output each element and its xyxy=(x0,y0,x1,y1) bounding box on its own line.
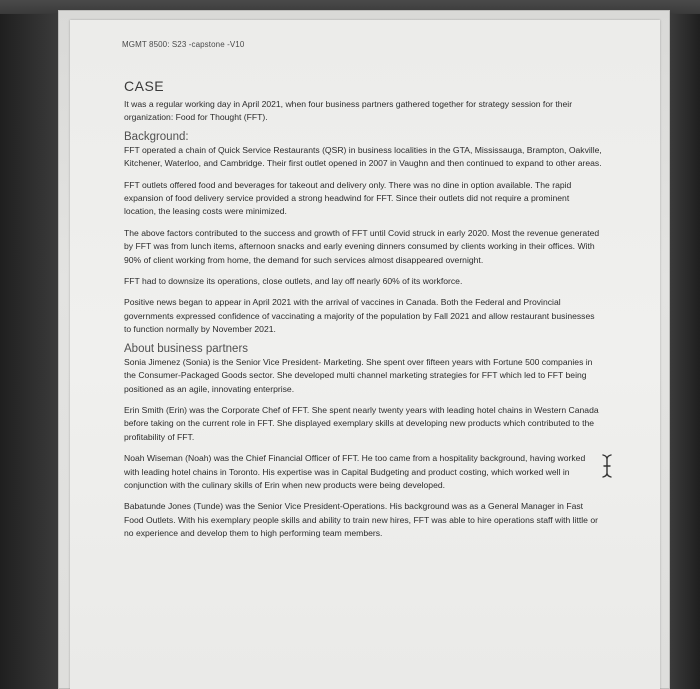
background-paragraph-2: FFT outlets offered food and beverages for takeout and delivery only. There was no dine in option available. The rapid expansion of food delivery service provided a strong headwind for FFT. Since their outlets did not require a prominent location, the leasing costs were minimized. xyxy=(124,179,572,217)
background-heading: Background: xyxy=(124,130,189,143)
background-paragraph-5: Positive news began to appear in April 2021 with the arrival of vaccines in Canada. Both the Federal and Provincial governments expressed confidence of vaccinating a majority of the population by Fall 2021 and allow restaurant businesses to function normally by November 2021. xyxy=(124,297,595,335)
partner-paragraph-sonia: Sonia Jimenez (Sonia) is the Senior Vice President- Marketing. She spent over fifteen years with Fortune 500 companies in the Consumer-Packaged Goods sector. She developed multi channel marketing strategies for FFT which led to FFT being positioned as an agile, innovating enterprise. xyxy=(124,356,593,394)
text-cursor-icon xyxy=(600,453,614,479)
partner-paragraph-noah: Noah Wiseman (Noah) was the Chief Financial Officer of FFT. He too came from a hospitality background, having worked with leading hotel chains in Toronto. His expertise was in Capital Budgeting and product costing, which worked well in conjunction with the culinary skills of Erin when new products were being developed. xyxy=(124,453,586,490)
document-body xyxy=(124,78,602,549)
right-shadow xyxy=(670,14,700,689)
intro-paragraph: It was a regular working day in April 2021, when four business partners gathered together for strategy session for their organization: Food for Thought (FFT). xyxy=(124,99,573,123)
left-shadow xyxy=(0,14,58,689)
background-paragraph-3: The above factors contributed to the success and growth of FFT until Covid struck in early 2020. Most the revenue generated by FFT was from lunch items, afternoon snacks and early evening dinners consumed by clients working in their offices. With 90% of client working from home, the demand for such services almost disappeared overnight. xyxy=(124,227,600,265)
partner-paragraph-erin: Erin Smith (Erin) was the Corporate Chef of FFT. She spent nearly twenty years with leading hotel chains in Western Canada before taking on the current role in FFT. She displayed exemplary skills at developing new products which contributed to the profitability of FFT. xyxy=(124,404,599,442)
background-paragraph-1: FFT operated a chain of Quick Service Restaurants (QSR) in business localities in the GTA, Mississauga, Brampton, Oakville, Kitchener, Waterloo, and Cambridge. Their first outlet opened in 2007 in Vaughn and then continued to expand to other areas. xyxy=(124,144,602,169)
partner-paragraph-tunde: Babatunde Jones (Tunde) was the Senior Vice President-Operations. His background was as a General Manager in Fast Food Outlets. With his exemplary people skills and ability to train new hires, FFT was able to hire operations staff with little or no experience and develop them to high performing team members. xyxy=(124,501,598,539)
background-paragraph-4: FFT had to downsize its operations, close outlets, and lay off nearly 60% of its workforce. xyxy=(124,276,463,287)
case-title: CASE xyxy=(124,78,165,94)
partners-heading: About business partners xyxy=(124,342,249,355)
document-header: MGMT 8500: S23 -capstone -V10 xyxy=(122,40,245,49)
